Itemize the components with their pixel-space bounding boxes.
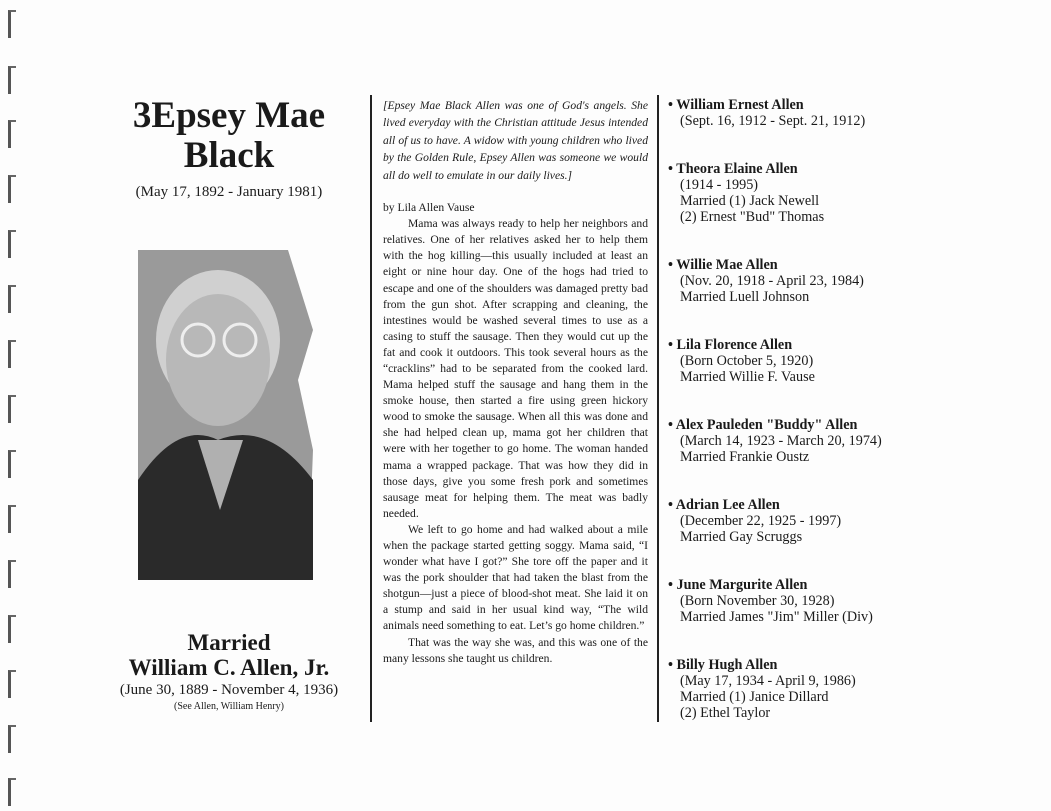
child-name-text: Alex Pauleden "Buddy" Allen [675, 417, 858, 433]
bullet: • [668, 97, 673, 113]
child-name-text: Willie Mae Allen [676, 257, 778, 273]
binding-mark [8, 560, 16, 588]
married-label: Married [187, 630, 271, 655]
child-detail: Married (1) Janice Dillard [680, 689, 829, 705]
child-name-text: Adrian Lee Allen [675, 497, 780, 513]
child-detail: (2) Ernest "Bud" Thomas [680, 209, 825, 225]
child-detail: (Nov. 20, 1918 - April 23, 1984) [680, 273, 864, 289]
binding-mark [8, 120, 16, 148]
child-entry [668, 161, 1038, 225]
child-name [668, 497, 1038, 513]
child-detail: Married (1) Jack Newell [680, 193, 820, 209]
child-detail: Married Willie F. Vause [680, 369, 815, 385]
bullet: • [668, 657, 673, 673]
see-also-note: (See Allen, William Henry) [174, 701, 284, 712]
binding-mark [8, 175, 16, 203]
intro-tribute: [Epsey Mae Black Allen was one of God's angels. She lived everyday with the Christian attitude Jesus intended all of us to have. A widow with young children who lived by the Golden Rule, Epsey Allen was someone we would all do well to emulate in our daily lives.] [383, 99, 648, 182]
child-entry [668, 257, 1038, 305]
binding-mark [8, 66, 16, 94]
child-name-text: William Ernest Allen [676, 97, 804, 113]
byline: by Lila Allen Vause [383, 201, 475, 215]
child-detail: (2) Ethel Taylor [680, 705, 771, 721]
story-paragraph: Mama was always ready to help her neighbors and relatives. One of her relatives asked her to help them with the hog killing—this usually included at least an eight or nine hour day. One of the hogs had tried to escape and one of the shoulders was damaged pretty bad from the gun shot. After scrapping and cleaning, the intestines would be washed several times to use as a casing to stuff the sausage. Then they would cut up the fat and cook it outdoors. This took several hours as the “cracklins” had to be separated from the cooked lard. Mama helped stuff the sausage and hang them in the smoke house, then started a fire using green hickory wood to smoke the sausage. When all this was done and she had helped clean up, mama got her children that were with her together to go home. The woman handed mama a wrapped package. That was how they did in those days, give you some fresh pork and sometimes sausage meat for helping them. The meat was badly needed. [383, 217, 648, 520]
binding-mark [8, 505, 16, 533]
bullet: • [668, 337, 673, 353]
bullet: • [668, 577, 673, 593]
child-detail: Married Gay Scruggs [680, 529, 803, 545]
binding-mark [8, 450, 16, 478]
life-dates: (May 17, 1892 - January 1981) [135, 184, 323, 200]
child-entry [668, 417, 1038, 465]
child-detail: Married Frankie Oustz [680, 449, 810, 465]
column-divider [657, 95, 659, 722]
child-entry [668, 337, 1038, 385]
married-heading [100, 630, 358, 680]
bullet: • [668, 161, 673, 177]
child-detail: (March 14, 1923 - March 20, 1974) [680, 433, 882, 449]
child-name [668, 577, 1038, 593]
bullet: • [668, 497, 673, 513]
spouse-dates: (June 30, 1889 - November 4, 1936) [119, 682, 339, 698]
story-column [383, 97, 648, 667]
child-name-text: June Margurite Allen [676, 577, 808, 593]
binding-mark [8, 725, 16, 753]
child-name [668, 337, 1038, 353]
child-detail: (Sept. 16, 1912 - Sept. 21, 1912) [680, 113, 866, 129]
column-divider [370, 95, 372, 722]
binding-mark [8, 778, 16, 806]
child-name [668, 657, 1038, 673]
page-title [100, 96, 358, 176]
binding-mark [8, 395, 16, 423]
child-name [668, 161, 1038, 177]
child-name-text: Theora Elaine Allen [676, 161, 798, 177]
child-entry [668, 97, 1038, 129]
child-entry [668, 577, 1038, 625]
child-detail: (May 17, 1934 - April 9, 1986) [680, 673, 856, 689]
binding-mark [8, 230, 16, 258]
child-name-text: Lila Florence Allen [676, 337, 793, 353]
child-name [668, 417, 1038, 433]
children-list [668, 97, 1038, 721]
binding-mark [8, 285, 16, 313]
title-line: Black [183, 135, 275, 176]
title-line: 3Epsey Mae [132, 95, 326, 136]
bullet: • [668, 417, 673, 433]
child-detail: (December 22, 1925 - 1997) [680, 513, 842, 529]
child-entry [668, 497, 1038, 545]
story-paragraph: We left to go home and had walked about a mile when the package started getting soggy. Mama said, “I wonder what have I got?” She tore off the paper and it was the pork shoulder that had taken the blast from the shotgun—just a piece of blood-shot meat. She laid it on a stump and said in her usual kind way, “The wild animals need something to eat. Let’s go home children.” [383, 522, 648, 633]
binding-mark [8, 10, 16, 38]
child-detail: (Born October 5, 1920) [680, 353, 814, 369]
child-entry [668, 657, 1038, 721]
binding-mark [8, 615, 16, 643]
portrait-photo [138, 250, 326, 580]
child-detail: (Born November 30, 1928) [680, 593, 835, 609]
child-name [668, 97, 1038, 113]
child-name-text: Billy Hugh Allen [676, 657, 778, 673]
binding-mark [8, 670, 16, 698]
child-detail: Married James "Jim" Miller (Div) [680, 609, 873, 625]
bullet: • [668, 257, 673, 273]
child-detail: Married Luell Johnson [680, 289, 810, 305]
story-paragraph: That was the way she was, and this was one of the many lessons she taught us children. [383, 635, 648, 665]
spouse-name: William C. Allen, Jr. [128, 655, 330, 680]
child-detail: (1914 - 1995) [680, 177, 759, 193]
child-name [668, 257, 1038, 273]
binding-mark [8, 340, 16, 368]
